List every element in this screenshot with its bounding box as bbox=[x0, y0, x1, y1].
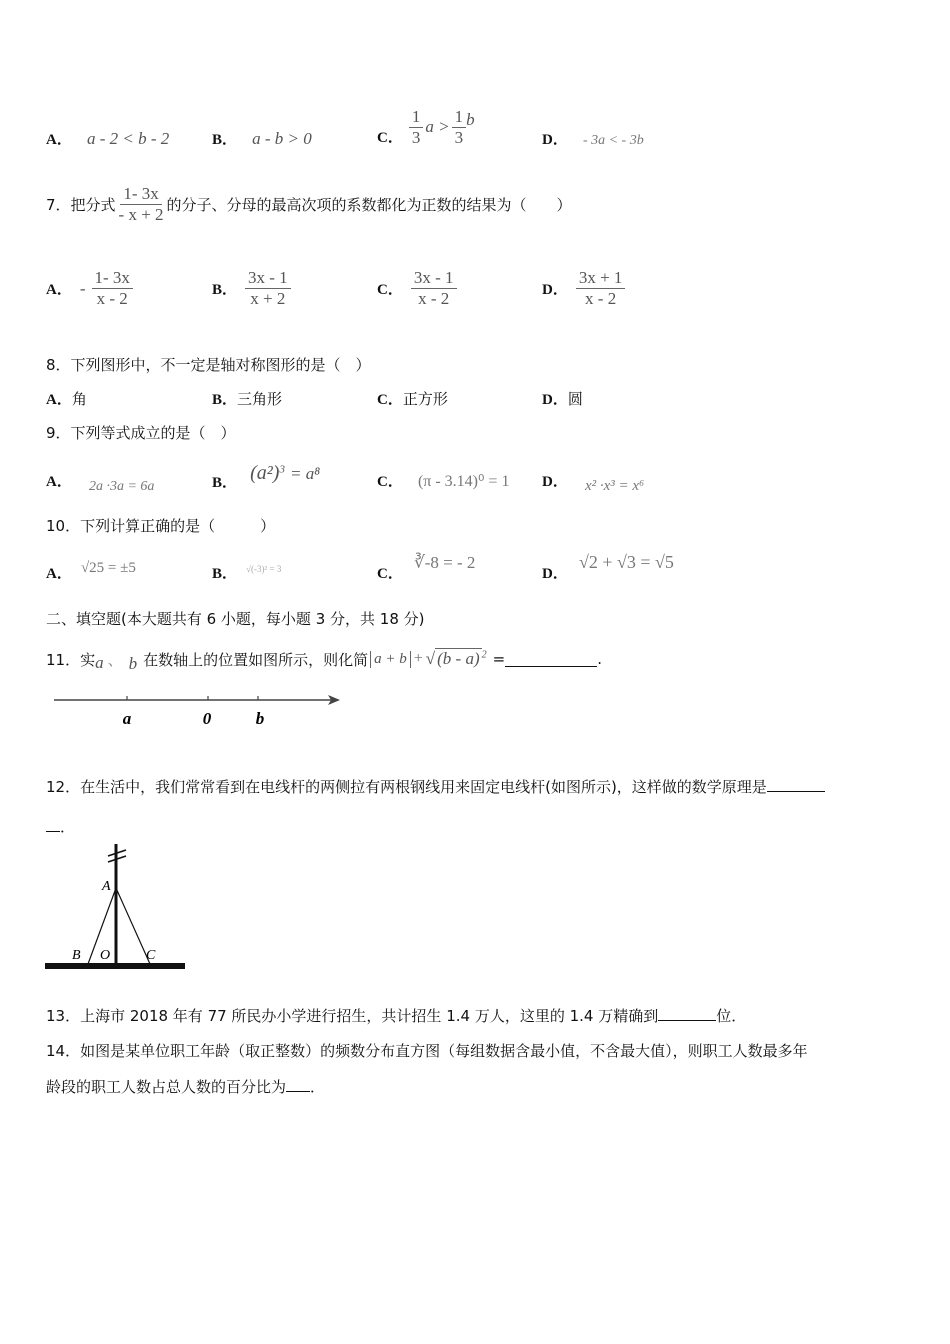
question-13: 13．上海市 2018 年有 77 所民办小学进行招生，共计招生 1.4 万人，这里的 1.4 万精确到 位． bbox=[46, 1007, 747, 1025]
q7-fraction: $\frac{1- 3x}{- x + 2}$ bbox=[118, 184, 164, 224]
label-a: a bbox=[122, 709, 132, 728]
question-12-cont: ． bbox=[46, 816, 75, 837]
q11-sqrt-expr: √ (b - a) $^2$ bbox=[425, 649, 487, 668]
wire-right bbox=[116, 888, 150, 964]
q7-option-c: C． $\frac{3x - 1}{x - 2}$ bbox=[377, 268, 457, 309]
question-10: 10．下列计算正确的是（ ） bbox=[46, 517, 276, 535]
ground bbox=[45, 963, 185, 969]
q6-option-c: C． $\frac{1}{3}$ a > $\frac{1}{3}$ b bbox=[377, 106, 475, 147]
label-b: b bbox=[255, 709, 265, 728]
q9-option-a: A． 2a ·3a = 6a bbox=[46, 474, 155, 494]
question-14-line1: 14．如图是某单位职工年龄（取正整数）的频数分布直方图（每组数据含最小值，不含最大值），则职工人数最多年 bbox=[46, 1042, 808, 1060]
pole-figure bbox=[44, 840, 189, 972]
question-9: 9．下列等式成立的是（ ） bbox=[46, 424, 236, 442]
q6-option-d-expr: - 3a < - 3b bbox=[582, 133, 644, 148]
q7-option-a: A． - $\frac{1- 3x}{x - 2}$ bbox=[46, 268, 133, 309]
q10-option-b-expr: √(-3)² = 3 bbox=[246, 564, 282, 574]
q6-option-d: D． - 3a < - 3b bbox=[542, 132, 644, 148]
q7-option-d: D． $\frac{3x + 1}{x - 2}$ bbox=[542, 268, 625, 309]
section-2-heading: 二、填空题(本大题共有 6 小题，每小题 3 分，共 18 分) bbox=[46, 610, 425, 628]
q10-option-a: A． √25 = ±5 bbox=[46, 560, 136, 582]
question-11: 11．实 a 、 b 在数轴上的位置如图所示，则化简 a + b + √ (b - a) $^2$ = . bbox=[46, 649, 602, 673]
label-O: O bbox=[100, 948, 111, 963]
question-14-line2: 龄段的职工人数占总人数的百分比为 ． bbox=[46, 1078, 326, 1096]
q8-option-c: C．正方形 bbox=[377, 390, 448, 408]
label-zero: 0 bbox=[202, 709, 212, 728]
q6-option-a: A． a - 2 < b - 2 bbox=[46, 129, 170, 148]
q7-option-b-frac: $\frac{3x - 1}{x + 2}$ bbox=[245, 268, 291, 309]
q9-option-b: B． $(a^2)^3 = a^8$ bbox=[212, 462, 321, 491]
q8-option-a: A．角 bbox=[46, 390, 87, 408]
q6-option-c-frac1: $\frac{1}{3}$ bbox=[409, 107, 424, 148]
q7-option-c-frac: $\frac{3x - 1}{x - 2}$ bbox=[411, 268, 457, 309]
label-C: C bbox=[146, 948, 156, 963]
q6-option-b: B． a - b > 0 bbox=[212, 129, 312, 148]
q12-answer-blank-part2[interactable] bbox=[46, 817, 60, 832]
q7-option-b: B． $\frac{3x - 1}{x + 2}$ bbox=[212, 268, 291, 309]
q11-abs-expr: a + b bbox=[370, 651, 411, 668]
label-B: B bbox=[72, 948, 81, 963]
q10-option-b: B． √(-3)² = 3 bbox=[212, 564, 282, 582]
q8-option-b: B．三角形 bbox=[212, 390, 283, 408]
q10-option-d: D． √2 + √3 = √5 bbox=[542, 552, 674, 582]
q10-option-c: C． ∛-8 = - 2 bbox=[377, 553, 476, 582]
question-7: 7．把分式 $\frac{1- 3x}{- x + 2}$ 的分子、分母的最高次项的系数都化为正数的结果为（ ） bbox=[46, 184, 572, 224]
q7-option-a-frac: $\frac{1- 3x}{x - 2}$ bbox=[92, 268, 133, 309]
q7-option-d-frac: $\frac{3x + 1}{x - 2}$ bbox=[576, 268, 626, 309]
q11-answer-blank[interactable] bbox=[505, 652, 597, 667]
q9-option-c: C． (π - 3.14)⁰ = 1 bbox=[377, 473, 510, 490]
question-8: 8．下列图形中，不一定是轴对称图形的是（ ） bbox=[46, 356, 371, 374]
q9-option-d: D． x² ·x³ = x⁶ bbox=[542, 474, 645, 494]
q6-option-a-expr: a - 2 < b - 2 bbox=[86, 129, 170, 148]
label-A: A bbox=[102, 879, 111, 894]
question-12: 12．在生活中，我们常常看到在电线杆的两侧拉有两根钢线用来固定电线杆(如图所示)，这样做的数学原理是 bbox=[46, 776, 825, 797]
q13-answer-blank[interactable] bbox=[658, 1006, 716, 1021]
number-line-figure bbox=[46, 688, 346, 738]
q8-option-d: D．圆 bbox=[542, 390, 583, 408]
q6-option-b-expr: a - b > 0 bbox=[252, 129, 312, 148]
q6-option-c-frac2: $\frac{1}{3}$ bbox=[452, 107, 467, 148]
q12-answer-blank-part1[interactable] bbox=[767, 777, 825, 792]
q14-answer-blank[interactable] bbox=[286, 1077, 310, 1092]
